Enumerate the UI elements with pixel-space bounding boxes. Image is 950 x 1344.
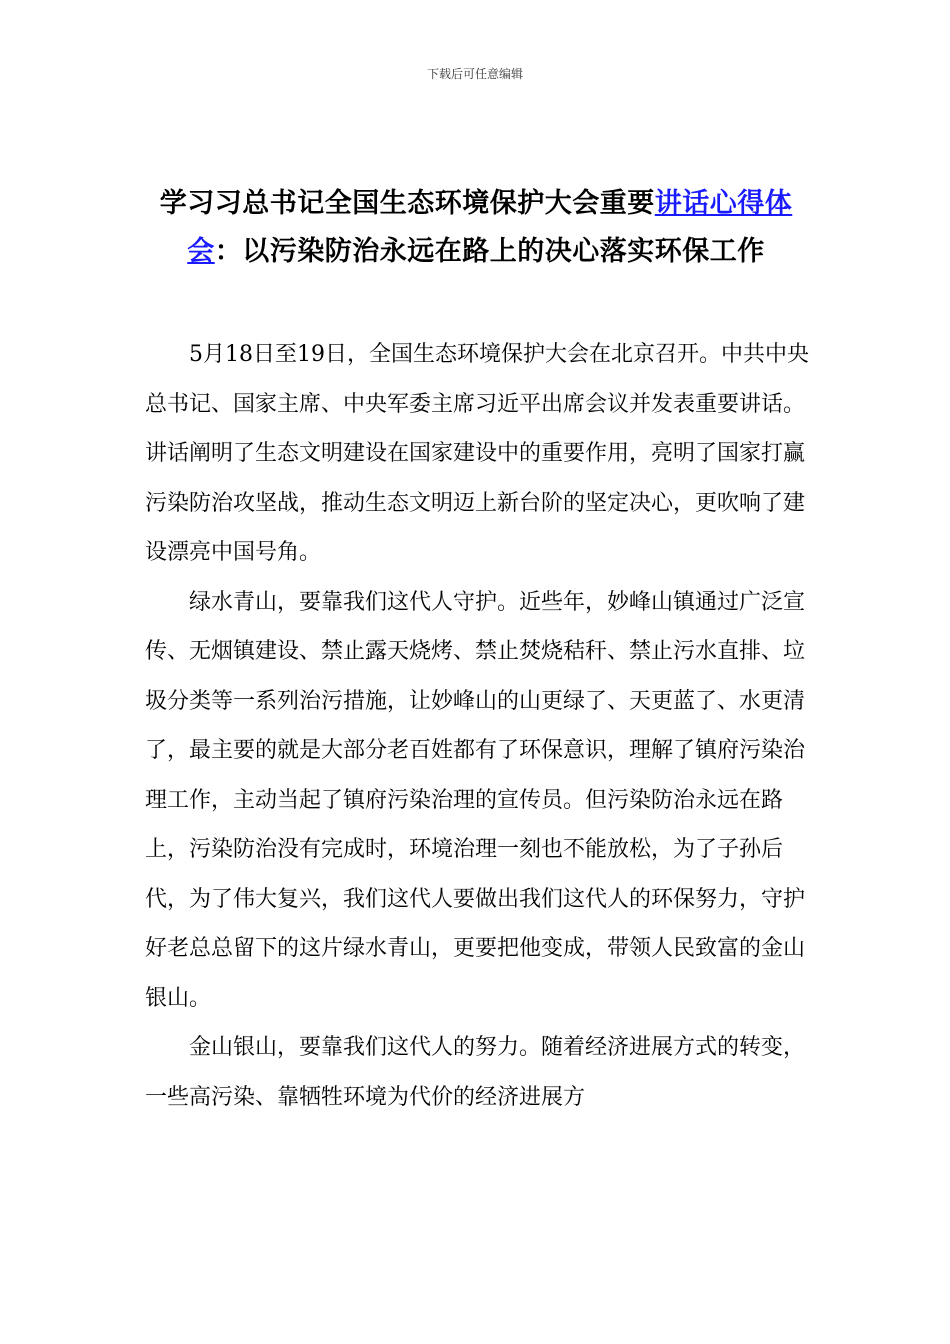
paragraph-3: 金山银山，要靠我们这代人的努力。随着经济进展方式的转变，一些高污染、靠牺牲环境为代价的经济进展方	[145, 1035, 806, 1110]
title-text-start: 学习习总书记全国生态环境保护大会重要	[159, 188, 655, 219]
title-text-end: ：以污染防治永远在路上的决心落实环保工作	[214, 236, 765, 267]
paragraph-2: 绿水青山，要靠我们这代人守护。近些年，妙峰山镇通过广泛宣传、无烟镇建设、禁止露天烧烤、禁止焚烧秸秆、禁止污水直排、垃圾分类等一系列治污措施，让妙峰山的山更绿了、天更蓝了、水更清了，最主要的就是大部分老百姓都有了环保意识，理解了镇府污染治理工作，主动当起了镇府污染治理的宣传员。但污染防治永远在路上，污染防治没有完成时，环境治理一刻也不能放松，为了子孙后代，为了伟大复兴，我们这代人要做出我们这代人的环保努力，守护好老总总留下的这片绿水青山，更要把他变成，带领人民致富的金山银山。	[145, 589, 806, 1011]
header-note: 下载后可任意编辑	[426, 67, 523, 81]
document-title	[140, 180, 812, 276]
document-body	[145, 330, 817, 1122]
title-link[interactable]: 讲话心得体会	[187, 188, 793, 267]
paragraph-1: 5月18日至19日，全国生态环境保护大会在北京召开。中共中央总书记、国家主席、中央军委主席习近平出席会议并发表重要讲话。讲话阐明了生态文明建设在国家建设中的重要作用，亮明了国家打赢污染防治攻坚战，推动生态文明迈上新台阶的坚定决心，更吹响了建设漂亮中国号角。	[145, 342, 809, 565]
